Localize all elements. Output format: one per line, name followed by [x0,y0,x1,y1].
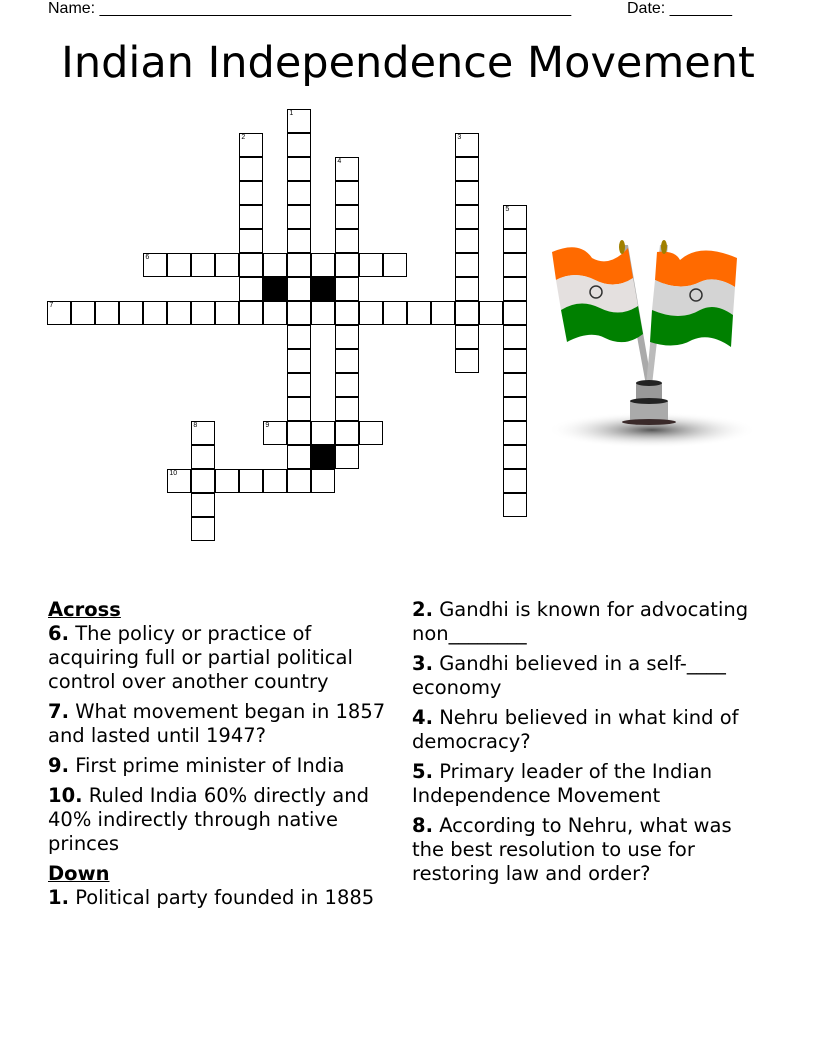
grid-cell[interactable] [263,301,287,325]
grid-cell[interactable] [359,253,383,277]
grid-cell[interactable] [455,253,479,277]
grid-cell[interactable] [167,301,191,325]
across-clue [48,700,404,748]
grid-cell[interactable] [47,301,71,325]
grid-cell[interactable] [191,493,215,517]
grid-cell[interactable] [311,301,335,325]
grid-cell[interactable] [455,301,479,325]
down-clue [412,652,768,700]
clue-text: Political party founded in 1885 [75,886,375,909]
grid-cell[interactable] [143,301,167,325]
grid-cell[interactable] [335,349,359,373]
grid-cell[interactable] [95,301,119,325]
grid-cell[interactable] [311,469,335,493]
clue-number: 5 [505,206,510,214]
grid-cell[interactable] [287,253,311,277]
clue-number: 8 [193,422,198,430]
clues-left-column [48,598,404,916]
grid-cell[interactable] [311,421,335,445]
grid-cell[interactable] [239,181,263,205]
clue-number: 1 [289,110,294,118]
clue-number: 3. [412,652,433,675]
grid-cell[interactable] [503,301,527,325]
down-clue [412,706,768,754]
grid-cell[interactable] [503,397,527,421]
clue-number: 4 [337,158,342,166]
grid-cell[interactable] [191,253,215,277]
down-clue [412,814,768,886]
down-clue [412,598,768,646]
grid-cell[interactable] [287,229,311,253]
grid-cell[interactable] [335,277,359,301]
date-blank: _______ [669,0,732,17]
grid-cell[interactable] [335,253,359,277]
grid-cell[interactable] [335,205,359,229]
across-clue [48,754,404,778]
grid-cell[interactable] [455,277,479,301]
grid-cell[interactable] [239,157,263,181]
clue-number: 10. [48,784,83,807]
clue-number: 10 [169,470,178,478]
grid-cell[interactable] [335,373,359,397]
grid-cell[interactable] [503,373,527,397]
grid-cell[interactable] [503,277,527,301]
grid-cell[interactable] [287,421,311,445]
clue-number: 1. [48,886,69,909]
clue-text: What movement began in 1857 and lasted until 1947? [48,700,386,747]
black-cell [263,277,287,301]
black-cell [311,277,335,301]
grid-cell[interactable] [335,301,359,325]
across-heading: Across [48,598,121,621]
grid-cell[interactable] [287,157,311,181]
grid-cell[interactable] [239,253,263,277]
date-field[interactable] [627,0,732,18]
clue-number: 2 [241,134,246,142]
grid-cell[interactable] [455,325,479,349]
grid-cell[interactable] [287,445,311,469]
grid-cell[interactable] [311,253,335,277]
grid-cell[interactable] [287,397,311,421]
clue-number: 6 [145,254,150,262]
grid-cell[interactable] [215,253,239,277]
clue-number: 7. [48,700,69,723]
name-field[interactable] [48,0,571,18]
grid-cell[interactable] [191,421,215,445]
clue-number: 3 [457,134,462,142]
grid-cell[interactable] [407,301,431,325]
clue-text: According to Nehru, what was the best resolution to use for restoring law and order? [412,814,732,885]
clue-text: The policy or practice of acquiring full or partial political control over another country [48,622,353,693]
name-label: Name: [48,0,96,17]
grid-cell[interactable] [503,469,527,493]
grid-cell[interactable] [335,181,359,205]
clue-number: 5. [412,760,433,783]
grid-cell[interactable] [335,325,359,349]
grid-cell[interactable] [191,445,215,469]
grid-cell[interactable] [455,205,479,229]
black-cell [311,445,335,469]
clue-number: 6. [48,622,69,645]
grid-cell[interactable] [263,469,287,493]
grid-cell[interactable] [287,133,311,157]
down-clue [412,760,768,808]
grid-cell[interactable] [455,229,479,253]
grid-cell[interactable] [287,325,311,349]
clue-text: Gandhi believed in a self-____ economy [412,652,726,699]
grid-cell[interactable] [455,349,479,373]
down-clue [48,886,404,910]
grid-cell[interactable] [215,301,239,325]
grid-cell[interactable] [503,229,527,253]
grid-cell[interactable] [191,469,215,493]
grid-cell[interactable] [191,301,215,325]
indian-flags-illustration [540,230,770,450]
grid-cell[interactable] [287,301,311,325]
grid-cell[interactable] [119,301,143,325]
grid-cell[interactable] [503,493,527,517]
clue-text: Gandhi is known for advocating non________ [412,598,749,645]
grid-cell[interactable] [503,445,527,469]
grid-cell[interactable] [335,397,359,421]
grid-cell[interactable] [287,373,311,397]
grid-cell[interactable] [359,421,383,445]
grid-cell[interactable] [335,421,359,445]
grid-cell[interactable] [503,205,527,229]
grid-cell[interactable] [167,469,191,493]
grid-cell[interactable] [335,157,359,181]
page-title: Indian Independence Movement [61,38,755,88]
clue-number: 9. [48,754,69,777]
grid-cell[interactable] [455,157,479,181]
down-heading: Down [48,862,110,885]
grid-cell[interactable] [239,133,263,157]
grid-cell[interactable] [455,133,479,157]
grid-cell[interactable] [239,301,263,325]
grid-cell[interactable] [215,469,239,493]
grid-cell[interactable] [167,253,191,277]
grid-cell[interactable] [287,181,311,205]
clue-number: 2. [412,598,433,621]
clue-number: 4. [412,706,433,729]
across-clue [48,622,404,694]
grid-cell[interactable] [239,205,263,229]
grid-cell[interactable] [71,301,95,325]
grid-cell[interactable] [503,349,527,373]
grid-cell[interactable] [287,205,311,229]
grid-cell[interactable] [239,229,263,253]
grid-cell[interactable] [287,349,311,373]
grid-cell[interactable] [143,253,167,277]
grid-cell[interactable] [359,301,383,325]
clue-number: 7 [49,302,54,310]
grid-cell[interactable] [431,301,455,325]
right-flag-saffron [655,250,737,287]
grid-cell[interactable] [479,301,503,325]
grid-cell[interactable] [239,277,263,301]
grid-cell[interactable] [503,325,527,349]
grid-cell[interactable] [263,253,287,277]
grid-cell[interactable] [383,301,407,325]
clue-text: Primary leader of the Indian Independence Movement [412,760,713,807]
date-label: Date: [627,0,666,17]
grid-cell[interactable] [287,109,311,133]
grid-cell[interactable] [263,421,287,445]
clue-text: First prime minister of India [75,754,345,777]
clue-text: Ruled India 60% directly and 40% indirectly through native princes [48,784,369,855]
grid-cell[interactable] [287,469,311,493]
clue-text: Nehru believed in what kind of democracy? [412,706,739,753]
grid-cell[interactable] [383,253,407,277]
across-clue [48,784,404,856]
clue-number: 9 [265,422,270,430]
grid-cell[interactable] [191,517,215,541]
grid-cell[interactable] [455,181,479,205]
grid-cell[interactable] [287,277,311,301]
grid-cell[interactable] [503,253,527,277]
name-blank: _____________________________________________________ [99,0,572,17]
clue-number: 8. [412,814,433,837]
grid-cell[interactable] [335,229,359,253]
grid-cell[interactable] [503,421,527,445]
clues-right-column [412,598,768,892]
grid-cell[interactable] [239,469,263,493]
grid-cell[interactable] [335,445,359,469]
